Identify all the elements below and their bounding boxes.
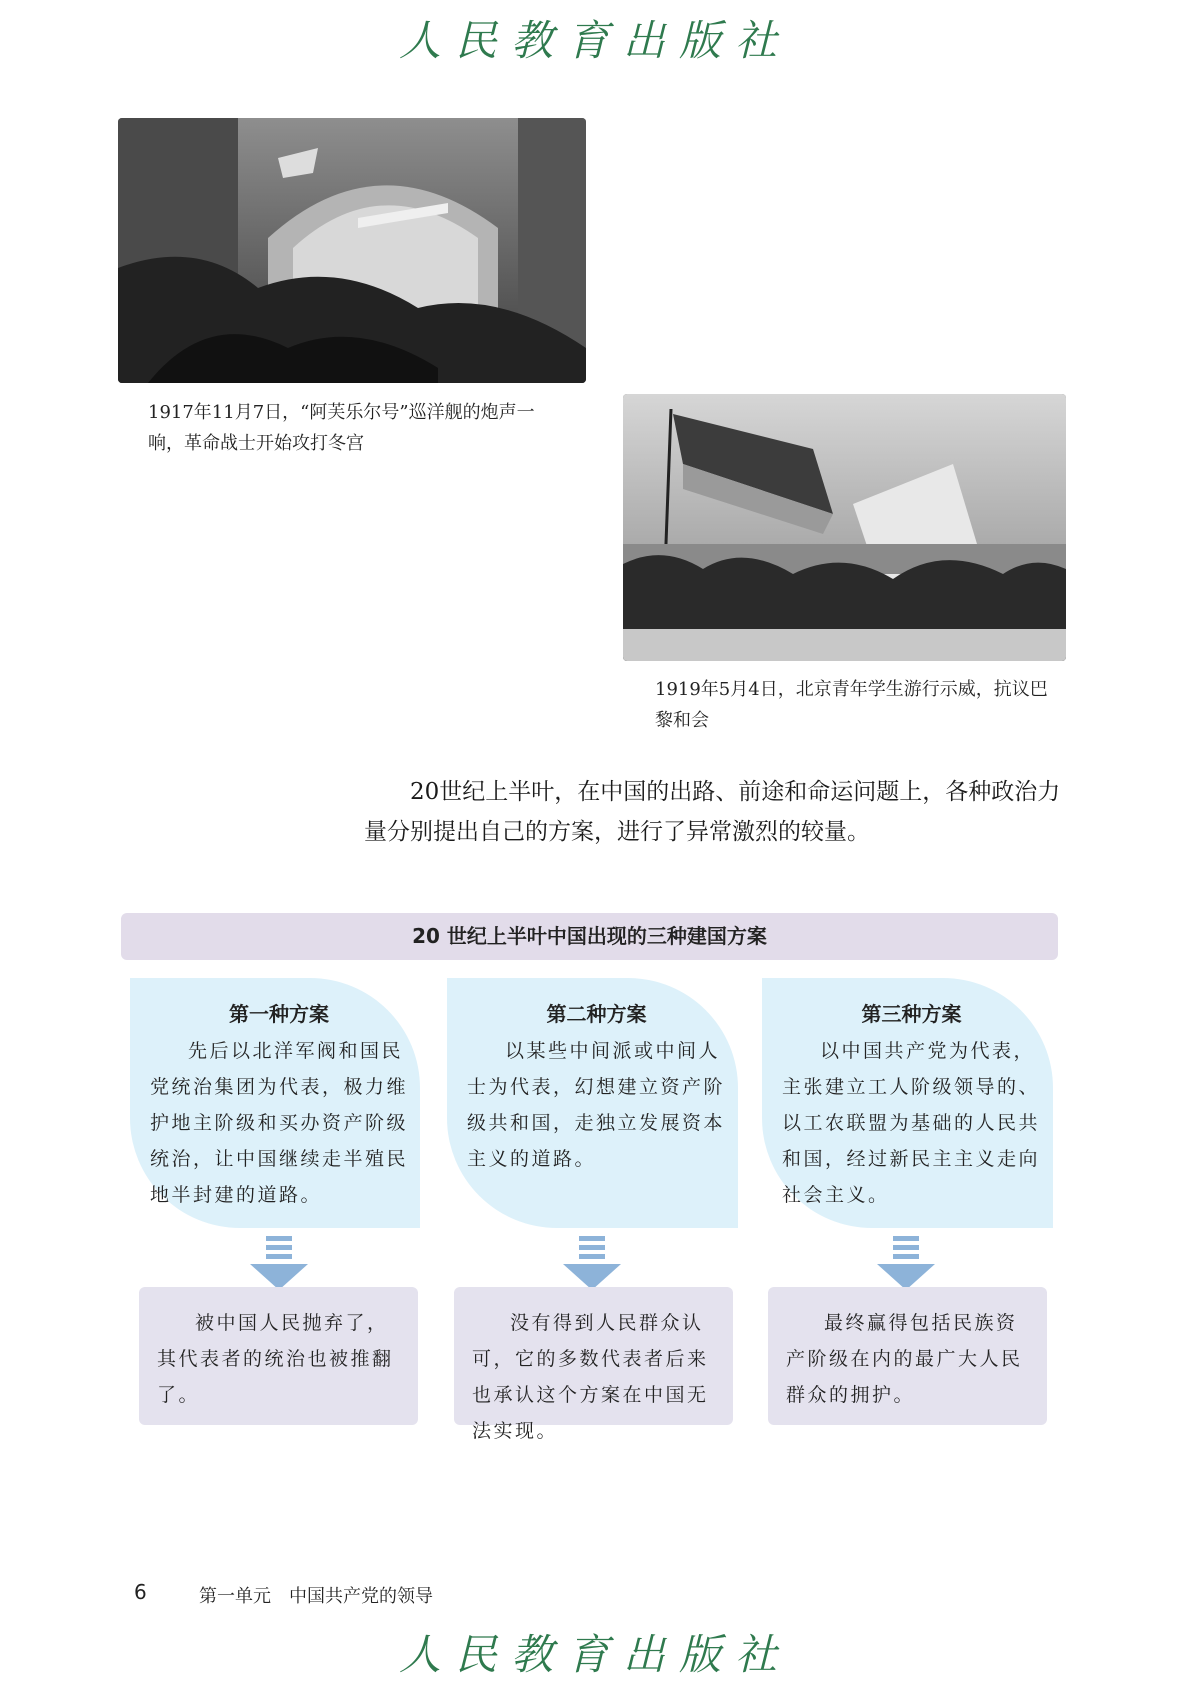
plan-2-box (447, 978, 738, 1228)
winter-palace-caption: 1917年11月7日，“阿芙乐尔号”巡洋舰的炮声一响，革命战士开始攻打冬宫 (148, 402, 535, 454)
may-fourth-photo (623, 394, 1066, 661)
plan-2-body: 以某些中间派或中间人士为代表，幻想建立资产阶级共和国，走独立发展资本主义的道路。 (467, 1040, 726, 1170)
plan-2-result (454, 1287, 733, 1442)
page-number: 6 (134, 1580, 147, 1604)
plan-3-title: 第三种方案 (861, 1002, 962, 1026)
plan-1-title: 第一种方案 (229, 1002, 329, 1026)
plan-2-result-text: 没有得到人民群众认可，它的多数代表者后来也承认这个方案在中国无法实现。 (472, 1312, 709, 1442)
publisher-logo-top: 人民教育出版社 (398, 16, 791, 65)
plan-3-result (768, 1287, 1047, 1425)
plan-1-box (130, 978, 420, 1228)
plan-3-body: 以中国共产党为代表，主张建立工人阶级领导的、以工农联盟为基础的人民共和国，经过新民主主义走向社会主义。 (782, 1040, 1041, 1206)
winter-palace-photo (118, 118, 586, 383)
plan-1-body: 先后以北洋军阀和国民党统治集团为代表，极力维护地主阶级和买办资产阶级统治，让中国继续走半殖民地半封建的道路。 (150, 1040, 409, 1206)
arrow-down-icon (250, 1236, 308, 1290)
intro-paragraph-text: 20世纪上半叶，在中国的出路、前途和命运问题上，各种政治力量分别提出自己的方案，进行了异常激烈的较量。 (364, 779, 1061, 845)
plan-1-result-text: 被中国人民抛弃了，其代表者的统治也被推翻了。 (157, 1312, 394, 1406)
unit-title: 第一单元 中国共产党的领导 (199, 1586, 433, 1607)
publisher-logo-bottom: 人民教育出版社 (398, 1630, 791, 1679)
arrow-down-icon (877, 1236, 935, 1290)
may-fourth-caption: 1919年5月4日，北京青年学生游行示威，抗议巴黎和会 (655, 679, 1048, 731)
diagram-title: 20 世纪上半叶中国出现的三种建国方案 (121, 913, 1058, 960)
plan-1-result (139, 1287, 418, 1425)
arrow-down-icon (563, 1236, 621, 1290)
plan-3-box (762, 978, 1053, 1228)
plan-2-title: 第二种方案 (546, 1002, 647, 1026)
intro-paragraph (364, 772, 1066, 852)
plan-3-result-text: 最终赢得包括民族资产阶级在内的最广大人民群众的拥护。 (786, 1312, 1023, 1406)
